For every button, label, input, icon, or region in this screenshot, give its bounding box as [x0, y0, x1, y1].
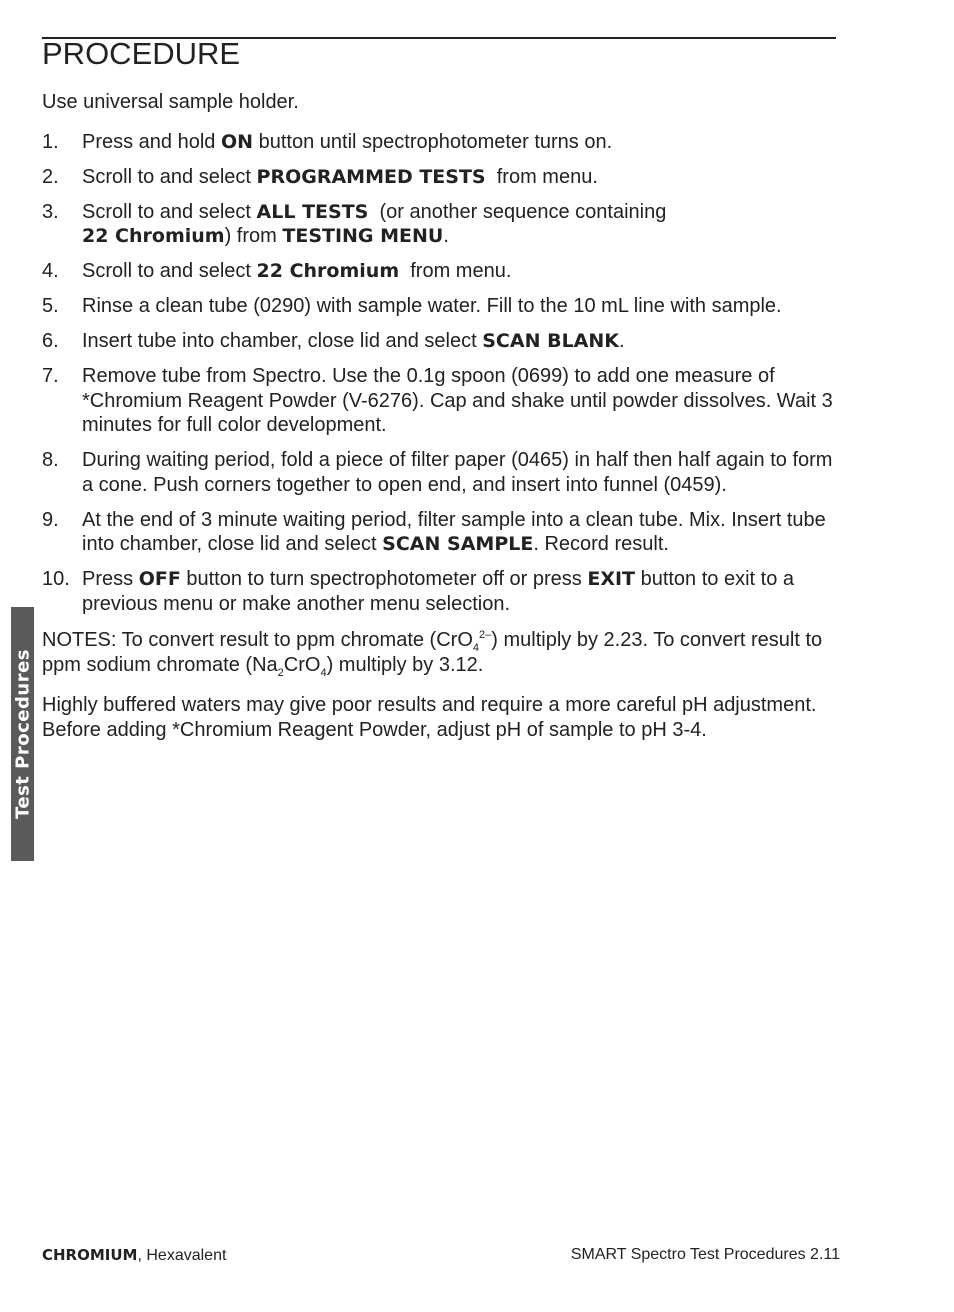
step-text: Press OFF button to turn spectrophotometer off or press EXIT button to exit to a previous menu or make another menu selection.	[82, 568, 795, 615]
side-tab-label: Test Procedures	[12, 649, 33, 819]
step-item	[42, 364, 834, 438]
step-item	[42, 294, 834, 319]
step-number: 2.	[42, 165, 59, 188]
step-text: Remove tube from Spectro. Use the 0.1g spoon (0699) to add one measure of *Chromium Reagent Powder (V-6276). Cap and shake until powder dissolves. Wait 3 minutes for full color development.	[82, 365, 833, 436]
test-name: 22 Chromium	[82, 225, 225, 247]
menu-name: SCAN SAMPLE	[382, 533, 534, 555]
step-number: 8.	[42, 449, 59, 471]
step-item	[42, 329, 834, 354]
menu-name: SCAN BLANK	[482, 330, 620, 352]
step-number: 3.	[42, 200, 59, 223]
button-name: ON	[220, 130, 254, 153]
step-number: 10.	[42, 568, 70, 590]
step-item	[42, 448, 834, 497]
step-number: 9.	[42, 508, 59, 531]
step-text: At the end of 3 minute waiting period, filter sample into a clean tube. Mix. Insert tube into chamber, close lid and select SCAN SAMPLE. Record result.	[82, 508, 826, 555]
step-text: During waiting period, fold a piece of filter paper (0465) in half then half again to form a cone. Push corners together to open end, and insert into funnel (0459).	[82, 449, 833, 496]
footer-test-name: CHROMIUM, Hexavalent	[42, 1246, 227, 1264]
step-item	[42, 200, 834, 249]
test-name: 22 Chromium	[256, 260, 400, 282]
step-text: Scroll to and select PROGRAMMED TESTS from menu.	[82, 165, 598, 188]
step-number: 6.	[42, 330, 59, 352]
step-number: 1.	[42, 130, 59, 153]
intro-text: Use universal sample holder.	[42, 91, 299, 113]
menu-name: TESTING MENU	[282, 225, 444, 247]
button-name: OFF	[138, 568, 181, 590]
page-title: PROCEDURE	[42, 36, 241, 71]
step-text: Scroll to and select ALL TESTS (or another sequence containing 22 Chromium) from TESTING MENU.	[82, 200, 672, 247]
step-number: 7.	[42, 365, 59, 387]
step-text: Insert tube into chamber, close lid and select SCAN BLANK.	[82, 330, 625, 352]
steps-list	[42, 130, 834, 617]
menu-name: PROGRAMMED TESTS	[256, 165, 486, 188]
button-name: EXIT	[587, 568, 636, 590]
step-item	[42, 508, 834, 557]
step-text: Rinse a clean tube (0290) with sample water. Fill to the 10 mL line with sample.	[82, 295, 782, 317]
step-text: Scroll to and select 22 Chromium from menu.	[82, 260, 512, 282]
notes-paragraph: NOTES: To convert result to ppm chromate (CrO$_4^{2-}$) multiply by 2.23. To convert result to ppm sodium chromate $(Na_2CrO_4)$ multiply by 3.12.	[42, 629, 823, 679]
buffered-waters-note: Highly buffered waters may give poor results and require a more careful pH adjustment. Before adding *Chromium Reagent Powder, adjust pH of sample to pH 3-4.	[42, 694, 817, 741]
step-item	[42, 165, 834, 190]
side-section-tab	[11, 607, 34, 861]
step-number: 4.	[42, 260, 59, 282]
step-item	[42, 130, 834, 155]
step-item	[42, 567, 834, 616]
procedure-content	[42, 90, 834, 742]
step-number: 5.	[42, 295, 59, 317]
step-item	[42, 259, 834, 284]
menu-name: ALL TESTS	[256, 200, 369, 223]
footer-page-ref: SMART Spectro Test Procedures 2.11	[570, 1246, 840, 1263]
step-text: Press and hold ON button until spectrophotometer turns on.	[82, 130, 613, 153]
